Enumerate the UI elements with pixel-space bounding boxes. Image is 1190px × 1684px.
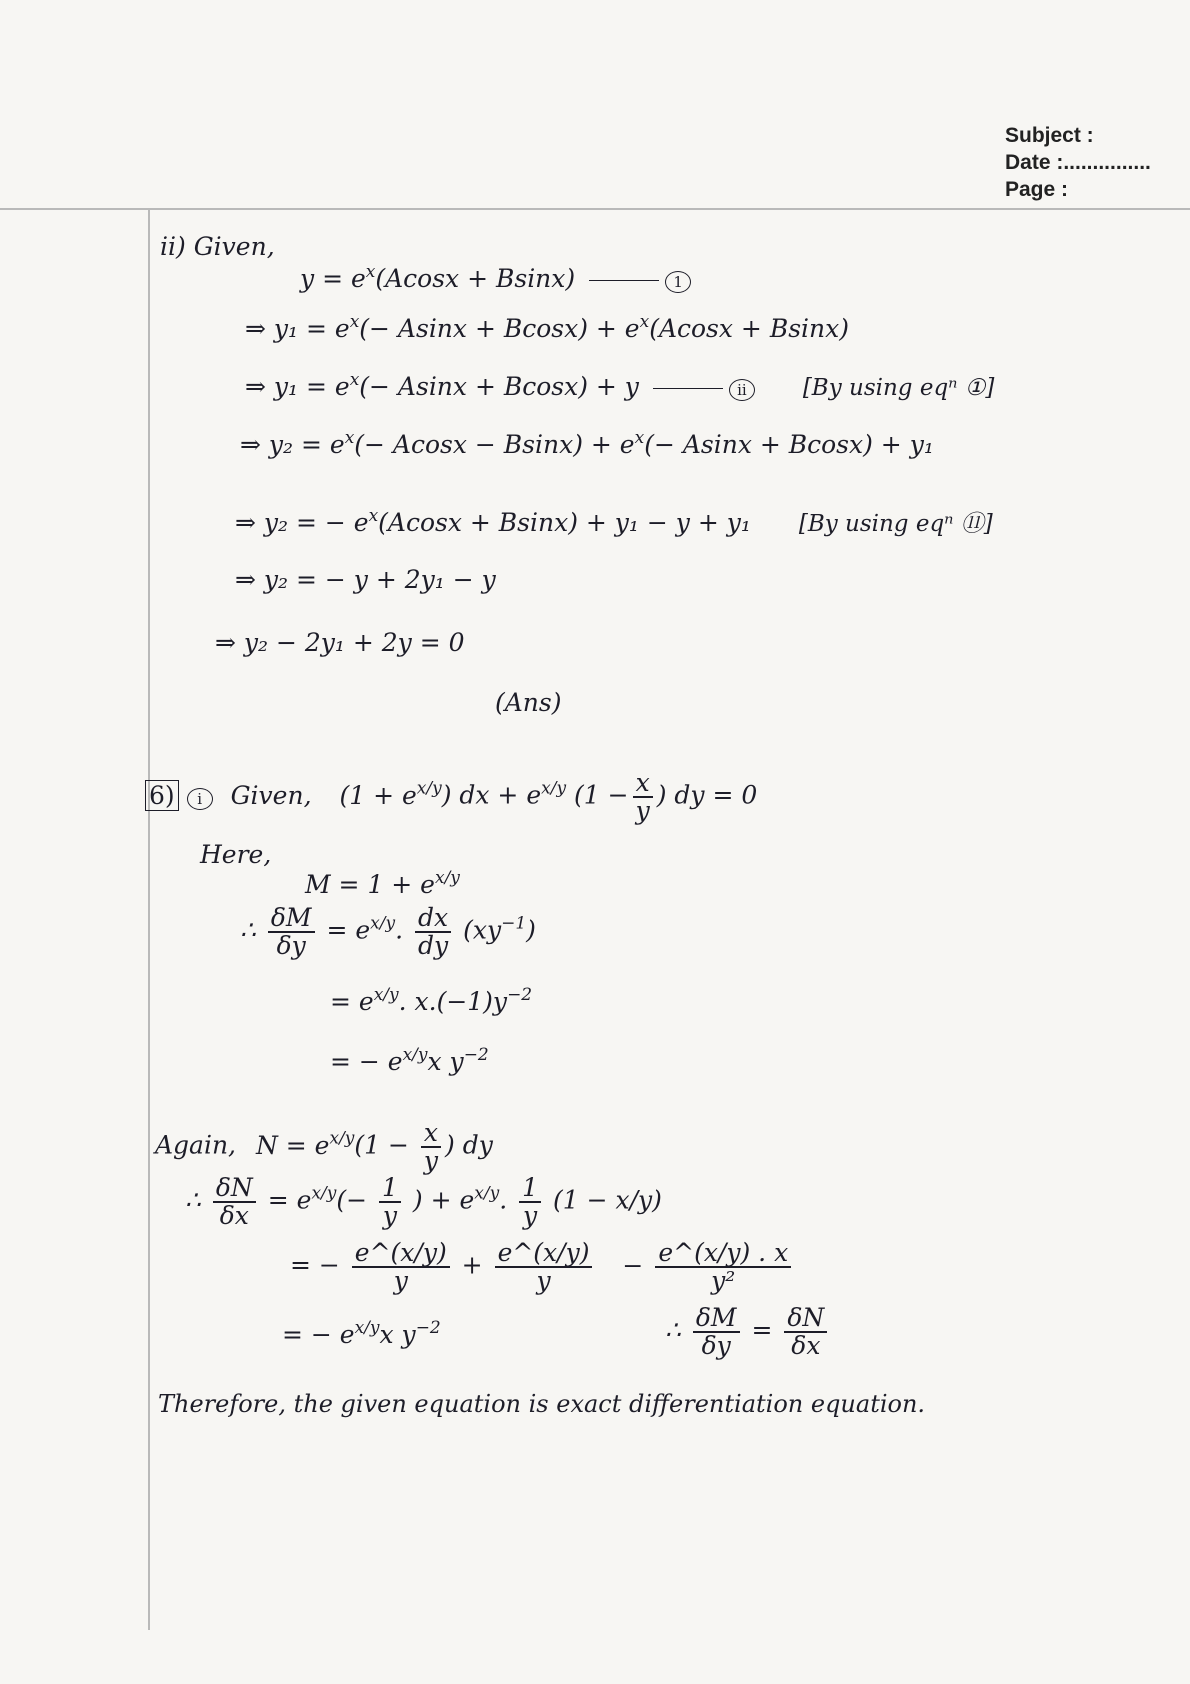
eq4-rest: (− Acosx − Bsinx) + e	[354, 430, 635, 459]
dm1-sup: x/y	[370, 913, 396, 934]
eq4-text: ⇒ y₂ = e	[240, 430, 345, 459]
dm3-sup2: −2	[463, 1045, 489, 1065]
n-definition	[155, 1120, 493, 1174]
eq5-text: ⇒ y₂ = − e	[235, 508, 369, 537]
part-6-given: Given,	[230, 780, 312, 810]
concl-right-num: δN	[784, 1305, 827, 1333]
eq-line-6: ⇒ y₂ = − y + 2y₁ − y	[235, 565, 496, 594]
concl-left-num: δM	[693, 1305, 740, 1333]
dn2-frac2-den: y	[536, 1266, 551, 1295]
eq2-text: ⇒ y₁ = e	[245, 314, 350, 343]
concl-therefore: ∴	[665, 1315, 681, 1345]
dn1-b: (−	[336, 1185, 368, 1215]
concl-right-frac	[784, 1305, 827, 1359]
concl-left-den: δy	[701, 1331, 731, 1360]
dm3-b: x y	[427, 1047, 464, 1076]
eq4-sup: x	[344, 428, 355, 448]
dn2-frac3-den: y²	[711, 1266, 736, 1295]
m-sup: x/y	[434, 868, 460, 888]
dn-line-3	[282, 1318, 441, 1349]
subject-field: Subject :	[1005, 124, 1094, 147]
eq3-text: ⇒ y₁ = e	[245, 372, 350, 401]
dn1-frac2	[519, 1175, 541, 1229]
dn2-frac1-num: e^(x/y)	[352, 1240, 450, 1268]
dm-line-1	[240, 905, 536, 959]
part-ii-label	[160, 232, 275, 261]
dn1-e: (1 − x/y)	[552, 1185, 662, 1215]
concl-left-frac	[693, 1305, 740, 1359]
dm2-a: = e	[330, 987, 374, 1016]
m-definition	[305, 868, 460, 899]
part-6-label	[145, 770, 757, 824]
here-label: Here,	[200, 840, 272, 869]
ode-frac	[633, 770, 653, 824]
dn1-sup: x/y	[311, 1183, 337, 1204]
part-6-sub-marker: i	[187, 788, 213, 810]
dm1-d: )	[526, 915, 536, 945]
dn-line-1	[185, 1175, 662, 1229]
dn1-frac-num: 1	[379, 1175, 401, 1203]
n-sup: x/y	[329, 1128, 355, 1149]
dn1-sup2: x/y	[474, 1183, 500, 1204]
eq-line-3	[245, 370, 994, 401]
eq1-tag: 1	[665, 271, 691, 293]
part-ii-marker: ii)	[160, 232, 186, 261]
dn2-b: +	[461, 1250, 483, 1280]
eq-line-1	[300, 262, 691, 293]
dm1-c: (xy	[463, 915, 502, 945]
dn2-a: = −	[290, 1250, 340, 1280]
eq2-sup: x	[349, 312, 360, 332]
eq2-rest2: (Acosx + Bsinx)	[649, 314, 849, 343]
margin-rule	[148, 210, 150, 1630]
eq3-dash	[653, 388, 723, 389]
eq5-note: [By using eqⁿ ⑪]	[798, 511, 993, 537]
dm3-a: = − e	[330, 1047, 403, 1076]
eq2-sup2: x	[639, 312, 650, 332]
page-field: Page :	[1005, 178, 1069, 201]
eq3-tag: ii	[729, 379, 755, 401]
ode-sup-b: x/y	[541, 778, 567, 799]
eq-line-7: ⇒ y₂ − 2y₁ + 2y = 0	[215, 628, 465, 657]
date-field: Date :...............	[1005, 151, 1151, 174]
m-text: M = 1 + e	[305, 870, 435, 899]
dm2-b: . x.(−1)y	[398, 987, 508, 1016]
concl-right-den: δx	[791, 1331, 821, 1360]
ode-part-b: ) dx + e	[441, 780, 542, 810]
dn1-c: ) + e	[412, 1185, 475, 1215]
dm1-b: .	[395, 915, 404, 945]
part-6-marker: 6)	[145, 780, 179, 811]
ode-part-c: (1 −	[574, 780, 629, 810]
eq3-sup: x	[349, 370, 360, 390]
eq1-rest: (Acosx + Bsinx)	[375, 264, 576, 293]
exactness-check	[665, 1305, 831, 1359]
dn-den: δx	[219, 1201, 249, 1230]
eq5-rest: (Acosx + Bsinx) + y₁ − y + y₁	[378, 508, 751, 537]
ode-part-a: (1 + e	[339, 780, 417, 810]
dm2-sup2: −2	[507, 985, 533, 1005]
part-ii-given: Given,	[193, 232, 275, 261]
dm1-a: = e	[326, 915, 371, 945]
dn3-b: x y	[379, 1320, 416, 1349]
dm-therefore: ∴	[240, 915, 256, 945]
dm-num: δM	[268, 905, 315, 933]
n-frac	[421, 1120, 441, 1174]
again-label: Again,	[155, 1130, 237, 1160]
n-frac-den: y	[423, 1146, 439, 1175]
dm3-sup: x/y	[402, 1045, 428, 1065]
ode-frac-num: x	[633, 770, 653, 798]
eq1-sup: x	[365, 262, 376, 282]
dm-den: δy	[276, 931, 306, 960]
dm-line-2	[330, 985, 532, 1016]
eq1-text: y = e	[300, 264, 366, 293]
eq-line-2	[245, 312, 849, 343]
dn1-d: .	[499, 1185, 508, 1215]
dn2-frac2-num: e^(x/y)	[495, 1240, 593, 1268]
ode-sup-a: x/y	[416, 778, 442, 799]
dn3-a: = − e	[282, 1320, 355, 1349]
dm1-deriv-num: dx	[415, 905, 451, 933]
eq2-rest: (− Asinx + Bcosx) + e	[359, 314, 640, 343]
dm1-deriv-den: dy	[418, 931, 449, 960]
dn2-frac1	[352, 1240, 450, 1294]
n-c: ) dy	[445, 1130, 493, 1160]
concl-equals: =	[751, 1315, 773, 1345]
dn3-sup: x/y	[354, 1318, 380, 1338]
dm-line-3	[330, 1045, 489, 1076]
dm1-c-sup: −1	[501, 913, 527, 934]
dm1-deriv	[415, 905, 451, 959]
dn2-frac1-den: y	[393, 1266, 408, 1295]
eq5-sup: x	[368, 506, 379, 526]
dn2-frac3-num: e^(x/y) . x	[655, 1240, 791, 1268]
dn1-frac-den: y	[382, 1201, 398, 1230]
header-rule	[0, 208, 1190, 210]
page-header	[1005, 122, 1151, 203]
eq4-rest2: (− Asinx + Bcosx) + y₁	[644, 430, 934, 459]
dn-frac	[213, 1175, 256, 1229]
n-frac-num: x	[421, 1120, 441, 1148]
n-b: (1 −	[354, 1130, 409, 1160]
dm-frac	[268, 905, 315, 959]
n-a: N = e	[255, 1130, 330, 1160]
dn-therefore: ∴	[185, 1185, 201, 1215]
dn1-frac	[379, 1175, 401, 1229]
conclusion-text: Therefore, the given equation is exact differentiation equation.	[158, 1390, 926, 1418]
dn1-frac2-num: 1	[519, 1175, 541, 1203]
eq-line-4	[240, 428, 934, 459]
dn2-c: −	[622, 1250, 644, 1280]
dn3-sup2: −2	[415, 1318, 441, 1338]
dn1-frac2-den: y	[523, 1201, 538, 1230]
eq3-note: [By using eqⁿ ①]	[802, 375, 995, 401]
answer-mark: (Ans)	[495, 688, 562, 717]
dn2-frac3	[655, 1240, 791, 1294]
dn-num: δN	[213, 1175, 256, 1203]
ode-frac-den: y	[635, 796, 650, 825]
eq1-dash	[589, 280, 659, 281]
dm2-sup: x/y	[373, 985, 399, 1005]
dn2-frac2	[495, 1240, 593, 1294]
dn1-a: = e	[267, 1185, 312, 1215]
dn-line-2	[290, 1240, 795, 1294]
eq4-sup2: x	[634, 428, 645, 448]
ode-part-d: ) dy = 0	[656, 780, 758, 810]
eq3-rest: (− Asinx + Bcosx) + y	[359, 372, 639, 401]
eq-line-5	[235, 505, 993, 538]
